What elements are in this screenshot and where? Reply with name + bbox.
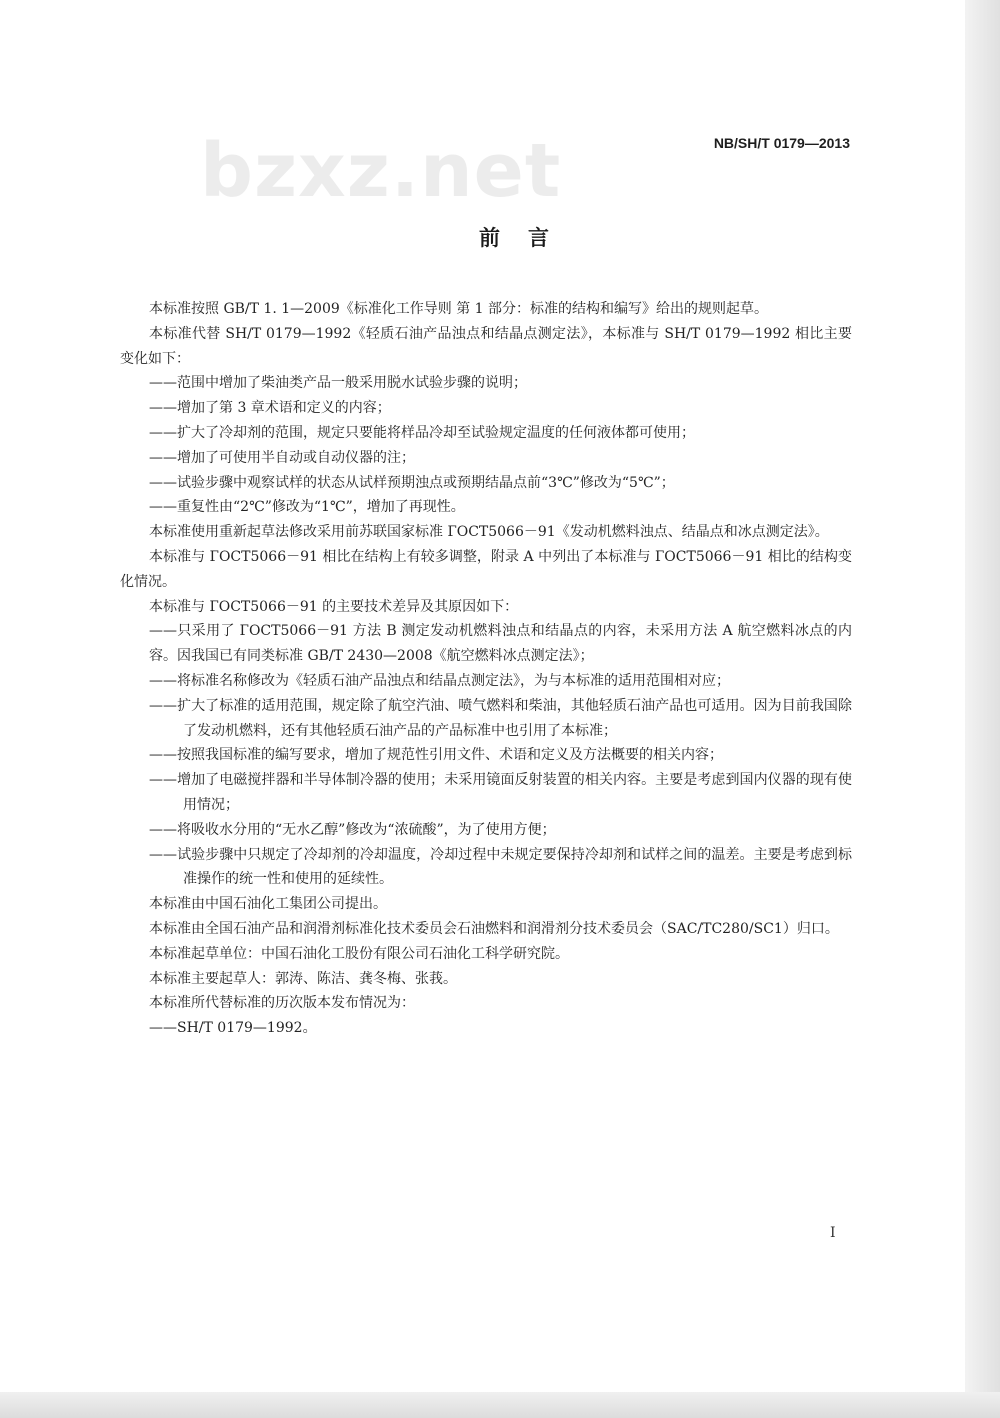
list-item: ——将标准名称修改为《轻质石油产品浊点和结晶点测定法》，为与本标准的适用范围相对应； [149,672,730,689]
list-item: ——范围中增加了柴油类产品一般采用脱水试验步骤的说明； [149,375,527,392]
page-edge-shadow-bottom [0,1392,1000,1418]
paragraph: 本标准使用重新起草法修改采用前苏联国家标准 ГОСТ5066－91《发动机燃料浊点、结晶点和冰点测定法》。 [149,524,829,541]
list-item: ——重复性由“2℃”修改为“1℃”，增加了再现性。 [149,499,465,516]
paragraph: 本标准与 ГОСТ5066－91 相比在结构上有较多调整，附录 A 中列出了本标准与 ГОСТ5066－91 相比的结构变化情况。 [120,548,852,590]
watermark: bzxz.net [200,128,562,214]
list-item: ——增加了第 3 章术语和定义的内容； [149,400,391,417]
page-edge-shadow-right [965,0,1000,1418]
paragraph: 本标准主要起草人：郭涛、陈洁、龚冬梅、张莪。 [149,970,457,987]
list-item: ——将吸收水分用的“无水乙醇”修改为“浓硫酸”，为了使用方便； [149,821,556,838]
list-item: ——增加了电磁搅拌器和半导体制冷器的使用；未采用镜面反射装置的相关内容。主要是考虑到国内仪器的现有使用情况； [149,772,852,813]
list-item: ——增加了可使用半自动或自动仪器的注； [149,449,415,466]
page-number: I [830,1225,836,1241]
paragraph: 本标准由中国石油化工集团公司提出。 [149,896,387,913]
paragraph: 本标准代替 SH/T 0179—1992《轻质石油产品浊点和结晶点测定法》，本标准与 SH/T 0179—1992 相比主要变化如下： [120,325,852,367]
paragraph: 本标准与 ГОСТ5066－91 的主要技术差异及其原因如下： [149,598,519,615]
foreword-body [120,297,852,1041]
paragraph: 本标准所代替标准的历次版本发布情况为： [149,995,415,1012]
list-item: ——试验步骤中观察试样的状态从试样预期浊点或预期结晶点前“3℃”修改为“5℃”； [149,474,675,491]
paragraph: 本标准由全国石油产品和润滑剂标准化技术委员会石油燃料和润滑剂分技术委员会（SAC/TC280/SC1）归口。 [149,920,839,937]
list-item: ——只采用了 ГОСТ5066－91 方法 B 测定发动机燃料浊点和结晶点的内容，未采用方法 A 航空燃料冰点的内容。因我国已有同类标准 GB/T 2430—2008《航空燃料冰点测定法》； [149,623,852,665]
paragraph: 本标准按照 GB/T 1. 1—2009《标准化工作导则 第 1 部分：标准的结构和编写》给出的规则起草。 [149,301,769,317]
list-item: ——SH/T 0179—1992。 [149,1020,317,1037]
list-item: ——扩大了标准的适用范围，规定除了航空汽油、喷气燃料和柴油，其他轻质石油产品也可适用。因为目前我国除了发动机燃料，还有其他轻质石油产品的产品标准中也引用了本标准； [149,697,852,739]
list-item: ——试验步骤中只规定了冷却剂的冷却温度，冷却过程中未规定要保持冷却剂和试样之间的温差。主要是考虑到标准操作的统一性和使用的延续性。 [149,846,852,888]
list-item: ——按照我国标准的编写要求，增加了规范性引用文件、术语和定义及方法概要的相关内容； [149,747,723,764]
paragraph: 本标准起草单位：中国石油化工股份有限公司石油化工科学研究院。 [149,945,569,962]
standard-code: NB/SH/T 0179—2013 [713,135,850,151]
list-item: ——扩大了冷却剂的范围，规定只要能将样品冷却至试验规定温度的任何液体都可使用； [149,424,695,441]
page-title: 前言 [479,225,577,250]
